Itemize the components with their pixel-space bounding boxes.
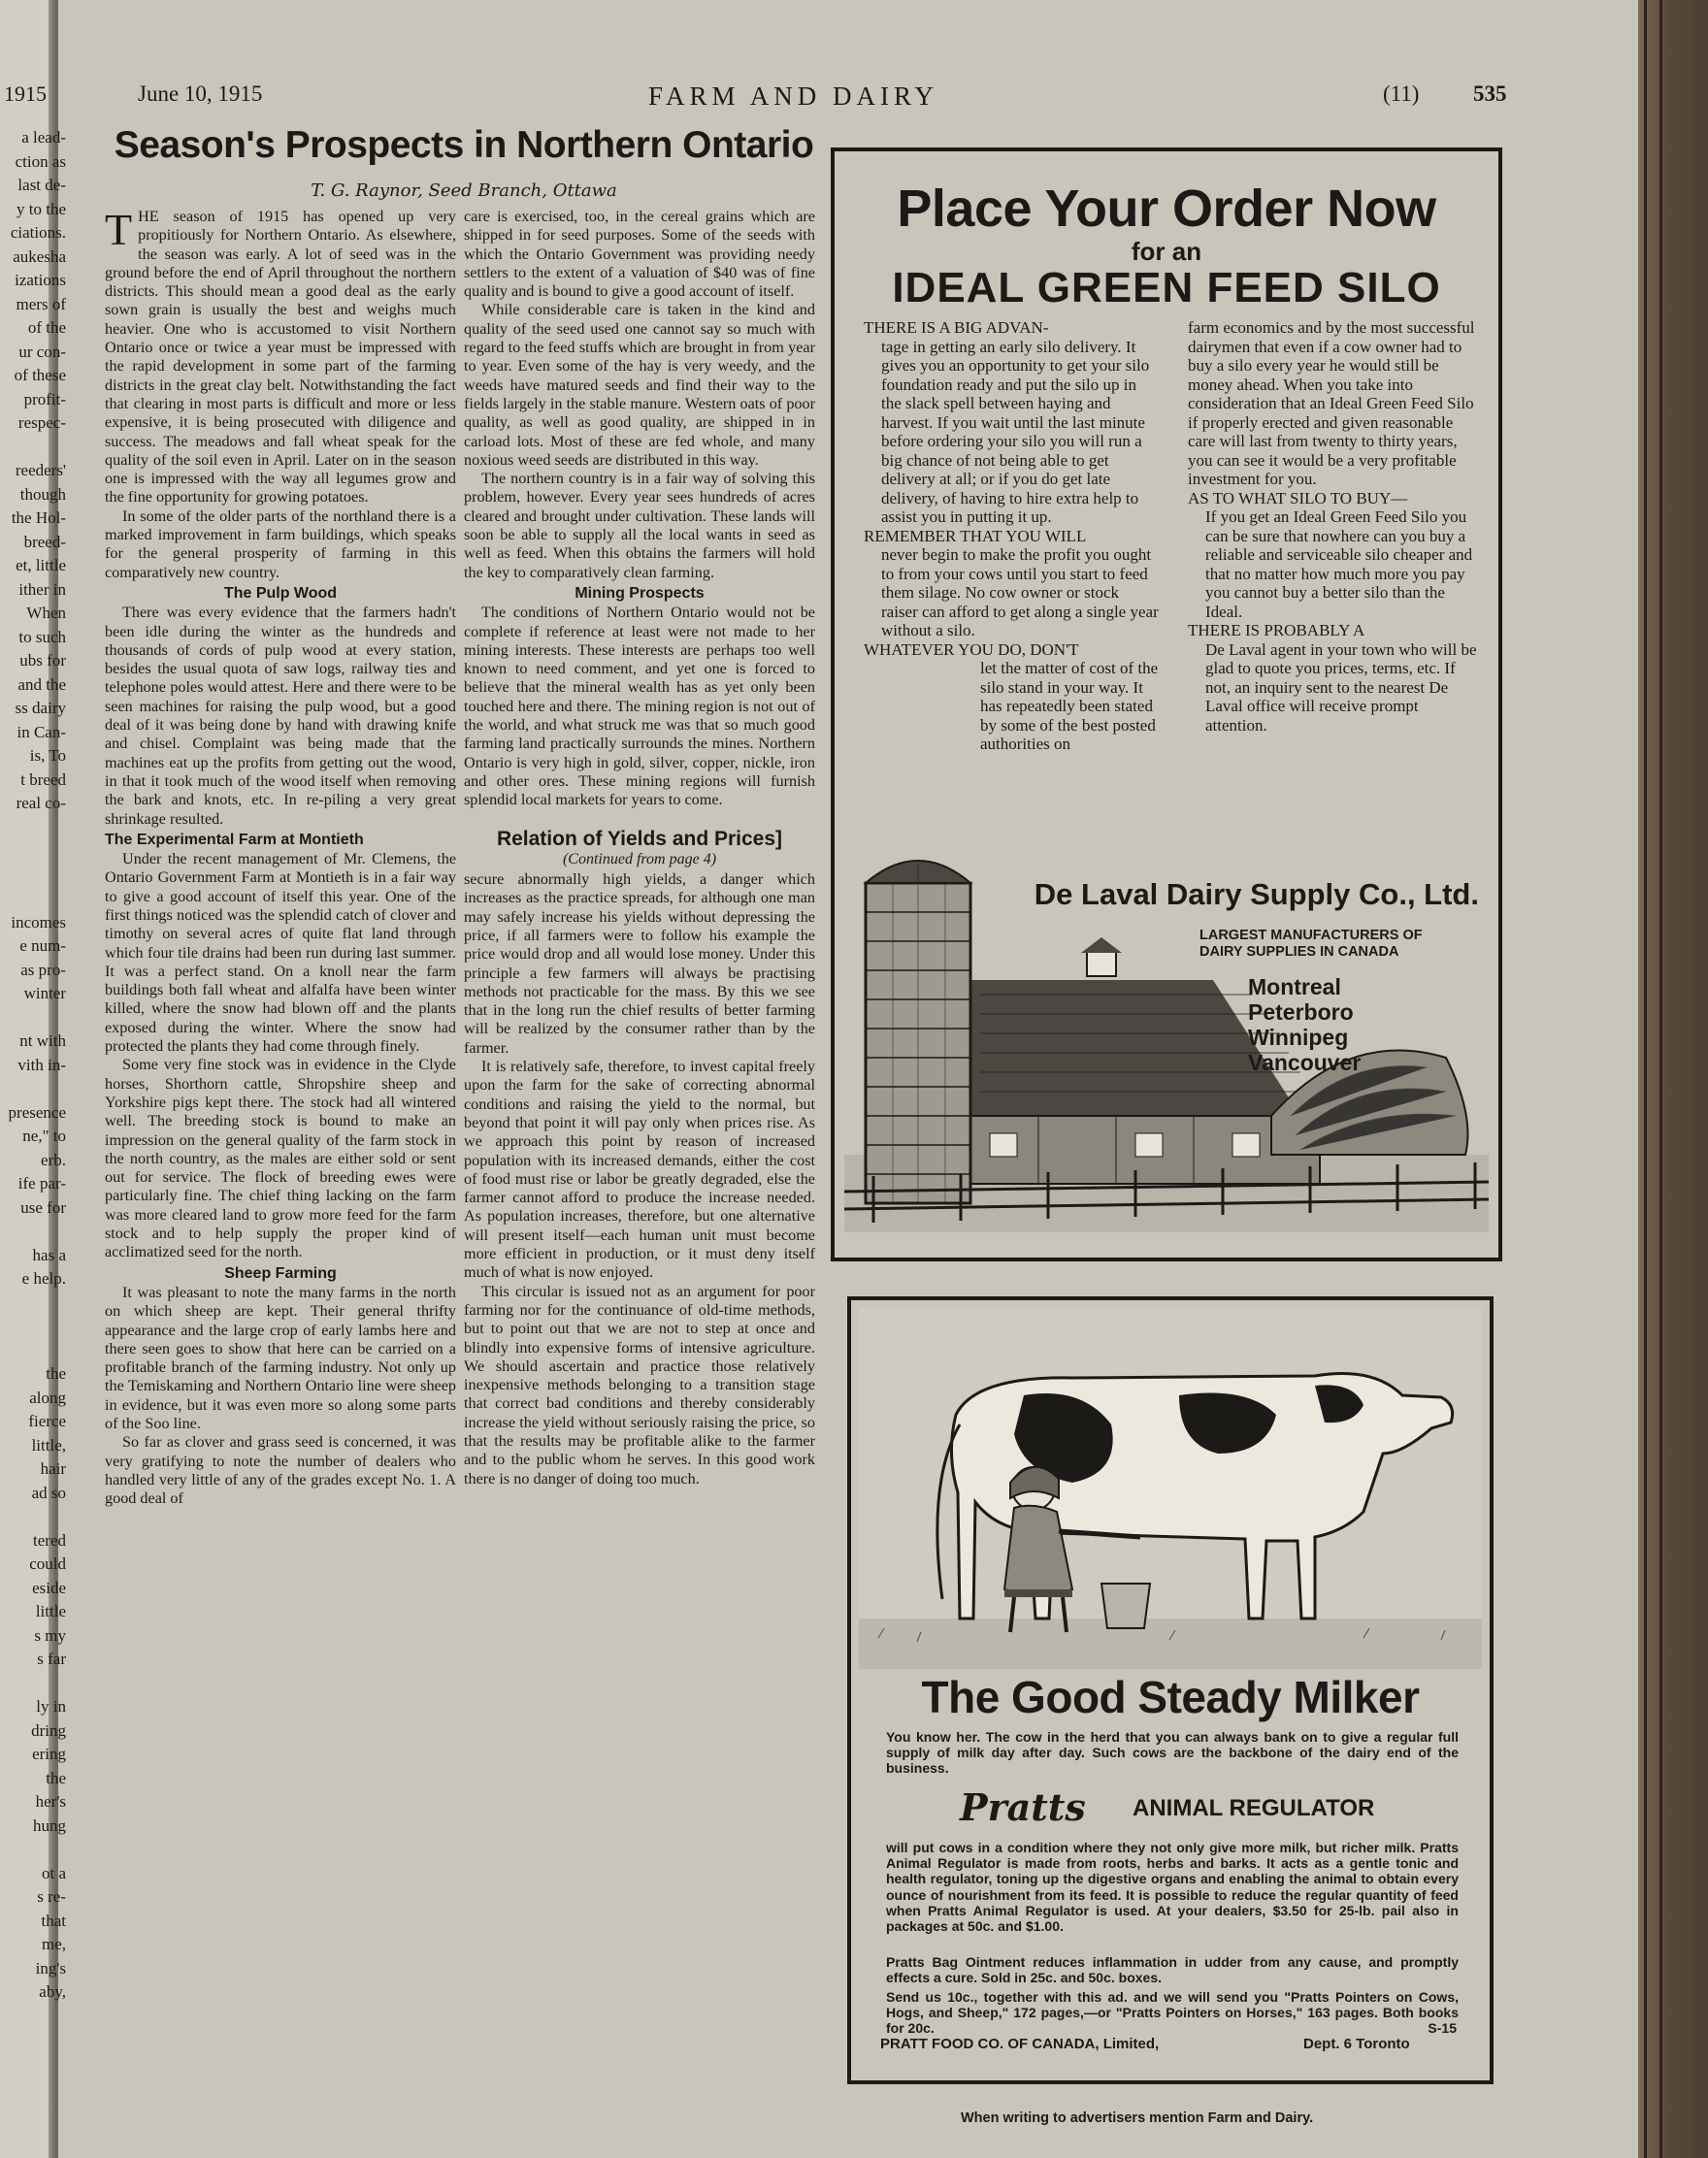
previous-page-line: fierce — [28, 1412, 66, 1430]
previous-page-line: respec- — [17, 413, 66, 432]
previous-page-line: the — [46, 1364, 66, 1383]
previous-page-line: use for — [20, 1197, 66, 1217]
previous-page-line: aukesha — [13, 246, 66, 266]
subheading-mining-prospects: Mining Prospects — [575, 584, 705, 602]
paragraph: care is exercised, too, in the cereal grains which are shipped in for seed purposes. Some of the seeds with which the Ontario Government was providing needy settlers to the extent of a valuation of $40 was of fine quality and is bound to give a good account of itself. — [464, 208, 815, 301]
ad-text: never begin to make the profit you ought to from your cows until you start to feed them silage. No cow owner or stock raiser can afford to get along a single year without a silo. — [881, 545, 1159, 639]
previous-page-line: s far — [37, 1650, 66, 1668]
ad-ointment: Pratts Bag Ointment reduces inflammation in udder from any cause, and promptly effects a cure. Sold in 25c. and 50c. boxes. — [886, 1954, 1459, 1986]
previous-page-line: ubs for — [19, 651, 66, 670]
ad-text: De Laval agent in your town who will be glad to quote you prices, terms, etc. If not, an inquiry sent to the nearest De Laval office will receive prompt attention. — [1205, 639, 1477, 735]
paragraph: It is relatively safe, therefore, to invest capital freely upon the farm for the sake of correcting abnormal conditions and raising the yield to the normal, but beyond that point it will pay only when prices rise. As we approach this point by reason of increased population with its increased demands, either the cost of food must rise or labor be greatly degraded, else the farmer cannot afford to produce the increase needed. As population increases, therefore, but one alternative will present itself—each human unit must become more efficient in production, or it must deny itself much of what is now enjoyed. — [464, 1058, 815, 1282]
silo-advertisement — [831, 147, 1502, 1261]
previous-page-line: real co- — [16, 794, 66, 812]
subheading-pulp-wood: The Pulp Wood — [223, 584, 338, 602]
ad-lead: WHATEVER YOU DO, DON'T — [864, 639, 1079, 659]
previous-page-line: ad so — [31, 1483, 66, 1502]
article-title: Season's Prospects in Northern Ontario — [114, 124, 814, 166]
paragraph: This circular is issued not as an argument for poor farming nor for the continuance of old-time methods, but to point out that we are not to step at once and blindly into expensive forms of intensive agriculture. We should ascertain and practice those relatively inexpensive methods belonging to a transition stage that correct bad conditions and thereby considerably increase the yield without seriously raising the price, so that the results may be profitable alike to the farmer and to the public whom he serves. In this good work there is no danger of doing too much. — [464, 1282, 815, 1488]
ad-company — [880, 2036, 1462, 2052]
previous-page-line: me, — [41, 1935, 66, 1953]
ad-text: If you get an Ideal Green Feed Silo you can be sure that nowhere can you buy a reliable and serviceable silo cheaper and that no matter how much more you pay you cannot buy a better silo than the Ideal. — [1205, 507, 1473, 621]
masthead: FARM AND DAIRY — [648, 82, 939, 111]
previous-page-line: the Hol- — [11, 508, 66, 527]
previous-page-line: profit- — [23, 389, 66, 409]
previous-page-line: nt with — [19, 1031, 66, 1050]
page-number: 535 — [1473, 82, 1507, 106]
continued-note: (Continued from page 4) — [562, 850, 717, 867]
previous-page-line: ss dairy — [15, 699, 66, 717]
paragraph: There was every evidence that the farmers hadn't been idle during the winter as the hundreds and thousands of cords of pulp wood at every station, besides the usual quota of saw logs, railway ties and telephone poles would attest. Here and there were to be seen machines for raising the pulp wood, but a good deal of it was being done by hand with drawing knife and chisel. Complaint was being made that the machines eat up the profits from getting out the wood, in that it took much of the wood itself when removing the bark and knots, etc. In re-piling a very great shrinkage resulted. — [105, 604, 456, 828]
city: Winnipeg — [1248, 1025, 1349, 1050]
previous-page-line — [0, 436, 66, 460]
page-number-paren: (11) — [1383, 82, 1420, 106]
previous-page-line: little — [35, 1602, 66, 1620]
ad-text: let the matter of cost of the silo stand in your way. It has repeatedly been stated by some of the best posted authorities on — [980, 659, 1159, 753]
previous-page-line: along — [29, 1388, 66, 1407]
previous-page-line — [0, 1006, 66, 1030]
ad-headline: Place Your Order Now — [897, 180, 1436, 238]
previous-page-line: t breed — [20, 769, 66, 789]
city: Montreal — [1248, 974, 1341, 999]
previous-page-line: vith in- — [17, 1055, 66, 1074]
previous-page-column — [0, 126, 66, 2005]
paragraph: While considerable care is taken in the kind and quality of the seed used one cannot say so much with regard to the feed stuffs which are brought in from year to year. Even some of the hay is very weedy, and the weeds have matured seeds and find their way to the fields largely in the stable manure. Western oats of poor quality, as well as good quality, are shipped in in carload lots. Most of these are fed whole, and many noxious weed seeds are distributed in this way. — [464, 301, 815, 469]
cow-milking-illustration — [859, 1308, 1482, 1669]
previous-page-line: though — [19, 484, 66, 504]
previous-page-line: could — [29, 1554, 66, 1573]
previous-page-line: ur con- — [18, 342, 66, 361]
previous-page-line: and the — [17, 674, 66, 694]
previous-page-line: a lead- — [21, 128, 66, 147]
previous-page-line — [0, 839, 66, 864]
previous-page-line — [0, 1077, 66, 1101]
ad-cities — [1248, 974, 1498, 1075]
previous-page-line: et, little — [16, 556, 66, 574]
previous-page-line: little, — [31, 1435, 66, 1455]
previous-page-line: erb. — [41, 1150, 66, 1169]
ad-for-an: for an — [1131, 237, 1202, 266]
previous-page-line: ing's — [35, 1958, 66, 1978]
drop-cap: T — [105, 208, 133, 254]
company-dept: Dept. 6 Toronto — [1303, 2036, 1410, 2052]
ad-text: farm economics and by the most successful dairymen that even if a cow owner had to buy a silo every year he would still be money ahead. When you take into consideration that an Ideal Green Feed Silo if properly erected and given reasonable care will last from twenty to thirty years, you can see it would be a very profitable investment for you. — [1188, 318, 1475, 488]
previous-page-line: ither in — [18, 579, 66, 599]
previous-page-line — [0, 1505, 66, 1529]
previous-page-line: in Can- — [16, 722, 66, 741]
previous-page-line: ot a — [41, 1863, 66, 1882]
ad-company-name: De Laval Dairy Supply Co., Ltd. — [1034, 877, 1479, 911]
advertiser-note: When writing to advertisers mention Farm and Dairy. — [961, 2110, 1314, 2126]
paragraph: It was pleasant to note the many farms in the north on which sheep are kept. Their general thrifty appearance and the large crop of early lambs here and there seen goes to show that here can be carried on a profitable branch of the farming industry. Not only up the Temiskaming and Northern Ontario line were sheep in evidence, but it was even more so along some parts of the Soo line. — [105, 1283, 456, 1432]
ad-lead: REMEMBER THAT YOU WILL — [864, 526, 1087, 545]
paragraph: secure abnormally high yields, a danger which increases as the practice spreads, for although one man may safely increase his yields without depressing the price, if all farmers were to follow his example the price would drop and all would lose money. Under this principle a few farmers will always be practising methods not practicable for the mass. By this we see that in the long run the chief results of better farming will be realized by the consumer rather than by the farmer. — [464, 870, 815, 1057]
subheading-experimental-farm: The Experimental Farm at Montieth — [105, 831, 364, 848]
city: Vancouver — [1248, 1050, 1362, 1075]
previous-page-line: is, To — [29, 746, 66, 765]
previous-page-line: winter — [23, 984, 66, 1002]
previous-page-line — [0, 816, 66, 840]
paragraph: The conditions of Northern Ontario would not be complete if reference at least were not made to her mining interests. These interests are perhaps too well known to need comment, and yet one is forced to believe that the mineral wealth has as yet only been touched here and there. The mining region is not out of the world, and what struck me was that so much good farming land practically surrounds the mines. Northern Ontario is very high in gold, silver, copper, nickle, iron and other ores. These mining regions will furnish splendid local markets for years to come. — [464, 604, 815, 809]
ad-intro: You know her. The cow in the herd that you can always bank on to give a regular full supply of milk day after day. Such cows are the backbone of the dairy end of the business. — [886, 1729, 1459, 1777]
article-column-2 — [464, 208, 815, 2109]
paragraph: The northern country is in a fair way of solving this problem, however. Every year sees hundreds of acres cleared and brought under cultivation. These lands will soon be able to supply all the local wants in seed as well as feed. When this obtains the farmers will hold the key to comparatively clean farming. — [464, 470, 815, 581]
previous-page-line: aby, — [39, 1982, 66, 2001]
ad-product-name: ANIMAL REGULATOR — [1133, 1795, 1375, 1821]
previous-page-line: eside — [32, 1578, 66, 1597]
previous-page-line — [0, 1315, 66, 1339]
paragraph: Under the recent management of Mr. Clemens, the Ontario Government Farm at Montieth is in a fair way to give a good account of itself this year. One of the first things noticed was the splendid catch of clover and timothy on several acres of quite flat land through which four tile drains had been run during last summer. It was a perfect stand. On a knoll near the farm buildings both fall wheat and alfalfa have been winter killed, where the snow had blown off and the plants exposed during the winter. Where the snow had protected the plants they had come through finely. — [105, 850, 456, 1056]
previous-page-line: izations — [15, 271, 66, 289]
ad-headline: The Good Steady Milker — [921, 1672, 1420, 1722]
ad-lead: THERE IS PROBABLY A — [1188, 621, 1365, 639]
previous-page-line: of these — [14, 366, 66, 384]
article-byline: T. G. Raynor, Seed Branch, Ottawa — [311, 180, 617, 201]
ad-body: will put cows in a condition where they not only give more milk, but richer milk. Pratts Animal Regulator is made from roots, herbs and barks. It acts as a gentle tonic and health regulator, toning up the digestive organs and enabling the animal to obtain every ounce of nourishment from its feed. It is possible to reduce the regular quantity of feed when Pratts Animal Regulator is used. At your dealers, $3.50 for 25-lb. pail also in packages at 50c. and $1.00. — [886, 1840, 1459, 1935]
article-column-1 — [105, 208, 456, 2109]
previous-page-line: s my — [34, 1625, 66, 1645]
previous-page-line: ction as — [15, 151, 66, 171]
previous-page-line: of the — [27, 318, 66, 337]
previous-page-line — [0, 1838, 66, 1862]
company-name: PRATT FOOD CO. OF CANADA, Limited, — [880, 2036, 1160, 2052]
ad-tagline: LARGEST MANUFACTURERS OF DAIRY SUPPLIES IN CANADA — [1199, 928, 1423, 960]
previous-page-line: e help. — [21, 1269, 66, 1288]
previous-page-line: the — [46, 1768, 66, 1787]
previous-page-line — [0, 1672, 66, 1696]
previous-page-line: y to the — [16, 199, 66, 218]
previous-page-line: s re- — [37, 1887, 66, 1906]
issue-date: June 10, 1915 — [138, 82, 263, 106]
previous-page-line: that — [41, 1911, 66, 1930]
previous-page-year: 1915 — [4, 82, 47, 106]
city: Peterboro — [1248, 999, 1354, 1025]
previous-page-line: incomes — [11, 912, 66, 932]
previous-page-line: mers of — [16, 294, 66, 313]
previous-page-line: ne," to — [22, 1127, 66, 1145]
previous-page-line: ering — [32, 1745, 66, 1763]
ad-lead: AS TO WHAT SILO TO BUY— — [1188, 488, 1408, 507]
paragraph: In some of the older parts of the northland there is a marked improvement in farm buildings, which speaks for the general prosperity of farming in this comparatively new country. — [105, 507, 456, 581]
previous-page-line — [0, 1292, 66, 1316]
previous-page-line: ciations. — [10, 223, 66, 242]
previous-page-line: presence — [8, 1102, 66, 1122]
ad-left-column — [864, 318, 1159, 754]
subheading-sheep-farming: Sheep Farming — [224, 1264, 337, 1282]
ad-text: tage in getting an early silo delivery. It gives you an opportunity to get your silo foundation ready and put the silo up in the slack spell between haying and harvest. If you wait until the last minute before ordering your silo you will run a big chance of not being able to get delivery at all; or if you do get late delivery, of having to hire extra help to assist you in putting it up. — [881, 337, 1150, 526]
previous-page-line: reeders' — [15, 461, 66, 479]
previous-page-line: ife par- — [17, 1174, 66, 1193]
pratts-advertisement — [847, 1296, 1494, 2084]
previous-page-line: last de- — [17, 176, 66, 194]
ad-product-name: IDEAL GREEN FEED SILO — [892, 264, 1441, 311]
previous-page-line — [0, 1339, 66, 1363]
book-edge — [1638, 0, 1708, 2158]
previous-page-line — [0, 864, 66, 888]
ad-right-column — [1188, 318, 1479, 735]
previous-page-line: When — [26, 604, 66, 622]
previous-page-line: to such — [18, 627, 66, 646]
previous-page-line: breed- — [23, 532, 66, 551]
ad-offer: Send us 10c., together with this ad. and we will send you "Pratts Pointers on Cows, Hogs, and Sheep," 172 pages,—or "Pratts Pointers on Horses," 163 pages. Both books for 20c. — [886, 1989, 1459, 2037]
paragraph: THE season of 1915 has opened up very propitiously for Northern Ontario. As elsewhere, the season was early. A lot of seed was in the ground before the end of April throughout the northern districts. This should mean a good deal as the early sown grain is usually the best and weighs much heavier. One who is accustomed to visit Northern Ontario once or twice a year must be impressed with the rapid development in some part of the farming districts in the great clay belt. Notwithstanding the fact that clearing in most parts is difficult and more or less expensive, it is being prosecuted with diligence and success. The meadows and fall wheat speak for the quality of the soil even in April. Later on in the season one is impressed with the way all legumes grow and the fine opportunity for growing potatoes. — [105, 208, 456, 507]
related-article-title: Relation of Yields and Prices] — [496, 827, 783, 850]
paragraph: Some very fine stock was in evidence in the Clyde horses, Shorthorn cattle, Shropshire sheep and Yorkshire pigs kept there. The stock had all wintered well. The breeding stock is bound to make an impression on the general quality of the farm stock in the north country, as the males are either sold or sent out for service. The flock of breeding ewes were particularly fine. The chief thing lacking on the farm was more cleared land to grow more feed for the farm stock and to help supply the proper kind of acclimatized seed for the north. — [105, 1056, 456, 1261]
previous-page-line: e num- — [19, 936, 66, 955]
previous-page-line: has a — [32, 1245, 66, 1264]
paragraph: So far as clover and grass seed is concerned, it was very gratifying to note the number of dealers who handled very little of any of the grades except No. 1. A good deal of — [105, 1433, 456, 1508]
ad-code: S-15 — [1428, 2020, 1457, 2036]
previous-page-line: dring — [31, 1720, 66, 1740]
previous-page-line — [0, 887, 66, 911]
previous-page-line: hung — [33, 1815, 66, 1835]
previous-page-line: ly in — [36, 1697, 66, 1716]
ad-lead: THERE IS A BIG ADVAN- — [864, 318, 1049, 337]
previous-page-line: as pro- — [20, 960, 66, 979]
previous-page-line — [0, 1220, 66, 1244]
previous-page-line: hair — [40, 1459, 66, 1478]
previous-page-line: her's — [35, 1792, 66, 1811]
previous-page-line: tered — [33, 1530, 66, 1550]
pratts-logo: Pratts — [960, 1785, 1086, 1829]
